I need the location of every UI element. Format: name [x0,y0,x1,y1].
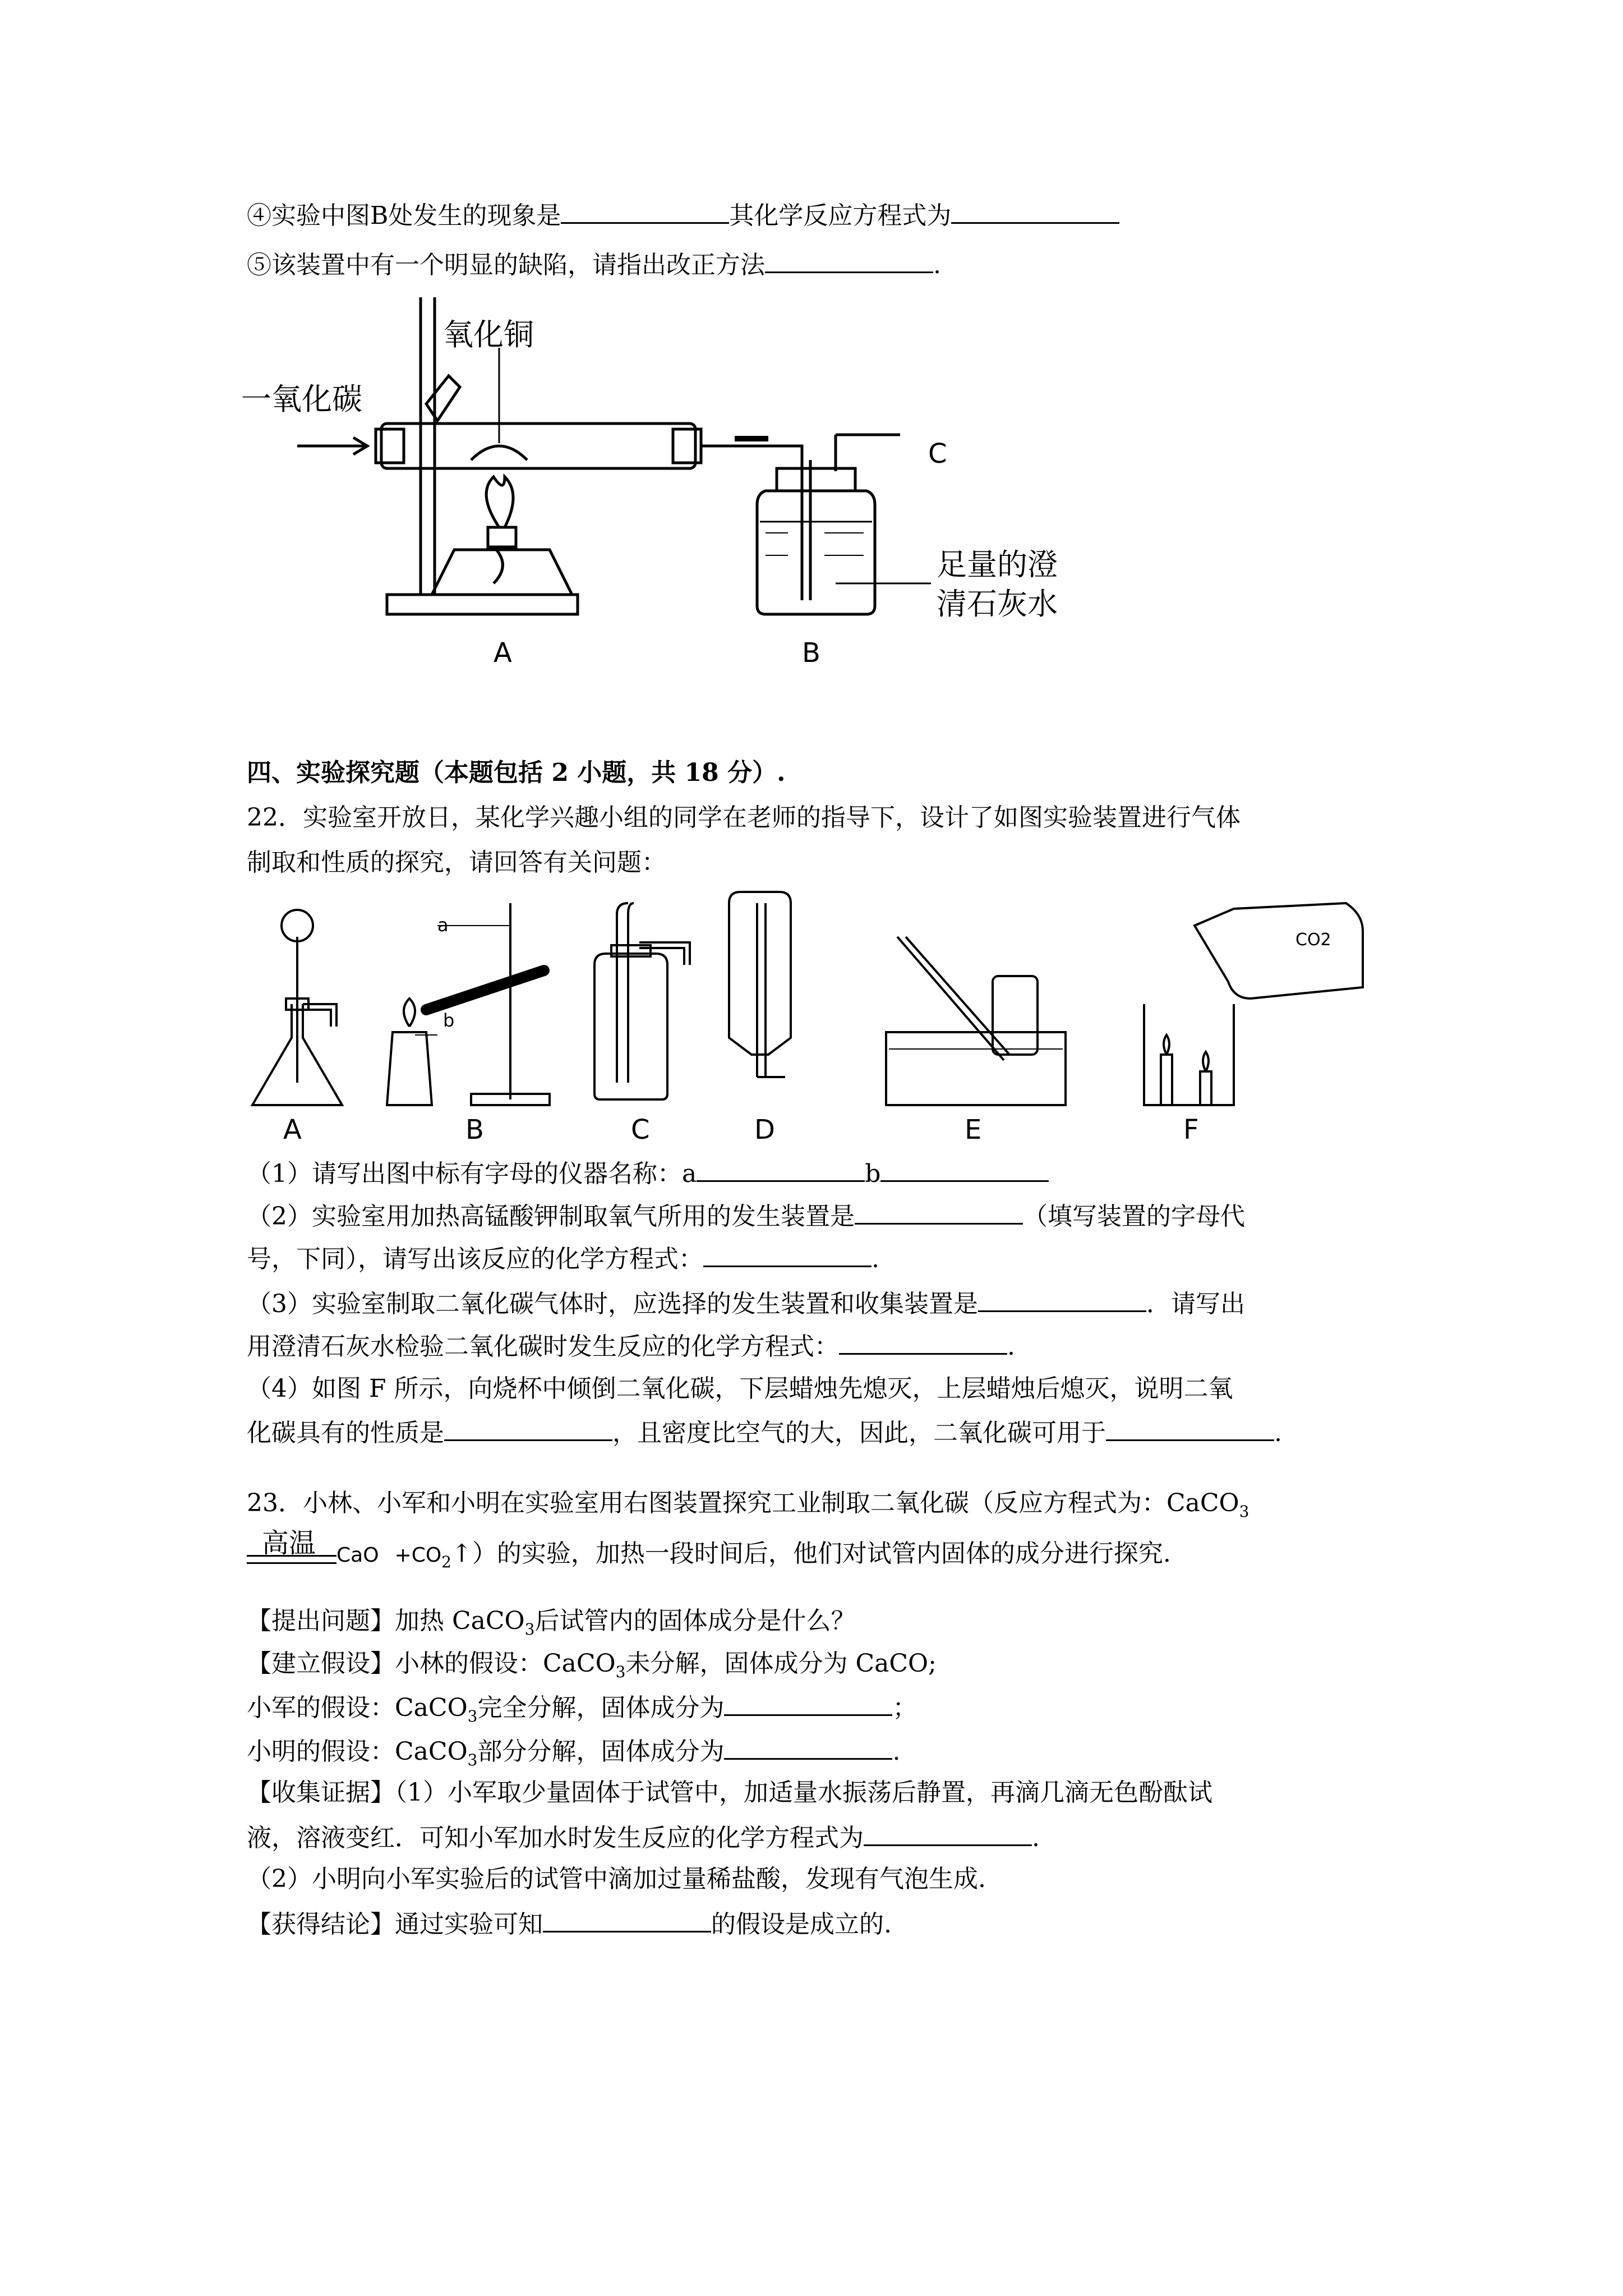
label-apparatus-c: C [631,1114,650,1145]
answer-blank[interactable] [543,1906,711,1932]
answer-blank[interactable] [697,1156,865,1182]
label-carbon-monoxide: 一氧化碳 [241,381,362,417]
q22-intro-line2: 制取和性质的探究，请回答有关问题： [247,848,666,877]
label-instrument-b: b [443,1010,455,1031]
label-apparatus-a: A [283,1114,302,1145]
reaction-arrow [247,1555,336,1564]
answer-blank[interactable] [1106,1415,1274,1441]
q22-part2-line2: 号，下同），请写出该反应的化学方程式： . [247,1241,879,1276]
answer-blank[interactable] [839,1328,1007,1355]
label-c: C [928,438,947,470]
label-instrument-a: a [437,914,449,936]
q23-evidence-part2: （2）小明向小军实验后的试管中滴加过量稀盐酸，发现有气泡生成. [247,1865,986,1893]
q23-hypothesis-xiaolin: 【建立假设】小林的假设：CaCO$_3$未分解，固体成分为 CaCO; [247,1649,937,1681]
q22-part3-line1: （3）实验室制取二氧化碳气体时，应选择的发生装置和收集装置是 ．请写出 [247,1286,1245,1321]
label-apparatus-b: B [465,1114,484,1145]
label-b: B [802,637,820,669]
q22-part3-line2: 用澄清石灰水检验二氧化碳时发生反应的化学方程式： . [247,1328,1015,1364]
answer-blank[interactable] [703,1241,872,1267]
label-limewater-line2: 清石灰水 [937,586,1058,622]
q23-hypothesis-xiaoming: 小明的假设：CaCO$_3$部分分解，固体成分为 . [247,1733,900,1777]
q23-intro-line2: CaO $+CO_2↑$）的实验，加热一段时间后，他们对试管内固体的成分进行探究. [336,1539,1171,1571]
q21-item4: ④实验中图B处发生的现象是 其化学反应方程式为 [247,197,1119,233]
answer-blank[interactable] [978,1286,1146,1312]
answer-blank[interactable] [951,197,1119,224]
answer-blank[interactable] [855,1198,1023,1225]
answer-blank[interactable] [724,1690,892,1716]
q23-question: 【提出问题】加热 CaCO$_3$后试管内的固体成分是什么？ [247,1607,856,1639]
q22-part4-line1: （4）如图 F 所示，向烧杯中倾倒二氧化碳，下层蜡烛先熄灭，上层蜡烛后熄灭，说明二氧 [247,1374,1233,1403]
answer-blank[interactable] [724,1733,892,1760]
answer-blank[interactable] [880,1156,1049,1182]
label-co2: CO2 [1295,930,1331,950]
answer-blank[interactable] [864,1820,1032,1846]
q23-hypothesis-xiaojun: 小军的假设：CaCO$_3$完全分解，固体成分为 ； [247,1690,917,1733]
label-limewater-line1: 足量的澄 [937,547,1058,582]
label-apparatus-e: E [965,1114,982,1145]
gas-apparatus-figure [247,892,1391,1150]
reaction-condition: 高温 [261,1527,316,1559]
label-copper-oxide: 氧化铜 [443,317,534,352]
label-apparatus-f: F [1183,1114,1199,1145]
co-reduction-apparatus-figure [241,292,1058,679]
q23-intro-line1: 23．小林、小军和小明在实验室用右图装置探究工业制取二氧化碳（反应方程式为：CaCO$_3$ [247,1489,1249,1521]
label-apparatus-d: D [754,1114,775,1145]
q21-item5: ⑤该装置中有一个明显的缺陷，请指出改正方法 . [247,247,941,282]
q22-part1: （1）请写出图中标有字母的仪器名称：a b [247,1156,1049,1191]
answer-blank[interactable] [765,247,933,273]
q22-intro-line1: 22．实验室开放日，某化学兴趣小组的同学在老师的指导下，设计了如图实验装置进行气体 [247,803,1241,832]
q22-part2-line1: （2）实验室用加热高锰酸钾制取氧气所用的发生装置是 （填写装置的字母代 [247,1198,1245,1234]
q23-evidence-line2: 液，溶液变红．可知小军加水时发生反应的化学方程式为 . [247,1820,1040,1855]
q23-evidence-line1: 【收集证据】（1）小军取少量固体于试管中，加适量水振荡后静置，再滴几滴无色酚酞试 [247,1778,1212,1807]
answer-blank[interactable] [444,1415,612,1441]
answer-blank[interactable] [561,197,729,224]
q23-conclusion: 【获得结论】通过实验可知 的假设是成立的. [247,1906,892,1941]
section-title: 四、实验探究题（本题包括 2 小题，共 18 分）. [247,758,786,787]
label-a: A [494,637,512,669]
q22-part4-line2: 化碳具有的性质是 ，且密度比空气的大，因此，二氧化碳可用于 . [247,1415,1282,1450]
